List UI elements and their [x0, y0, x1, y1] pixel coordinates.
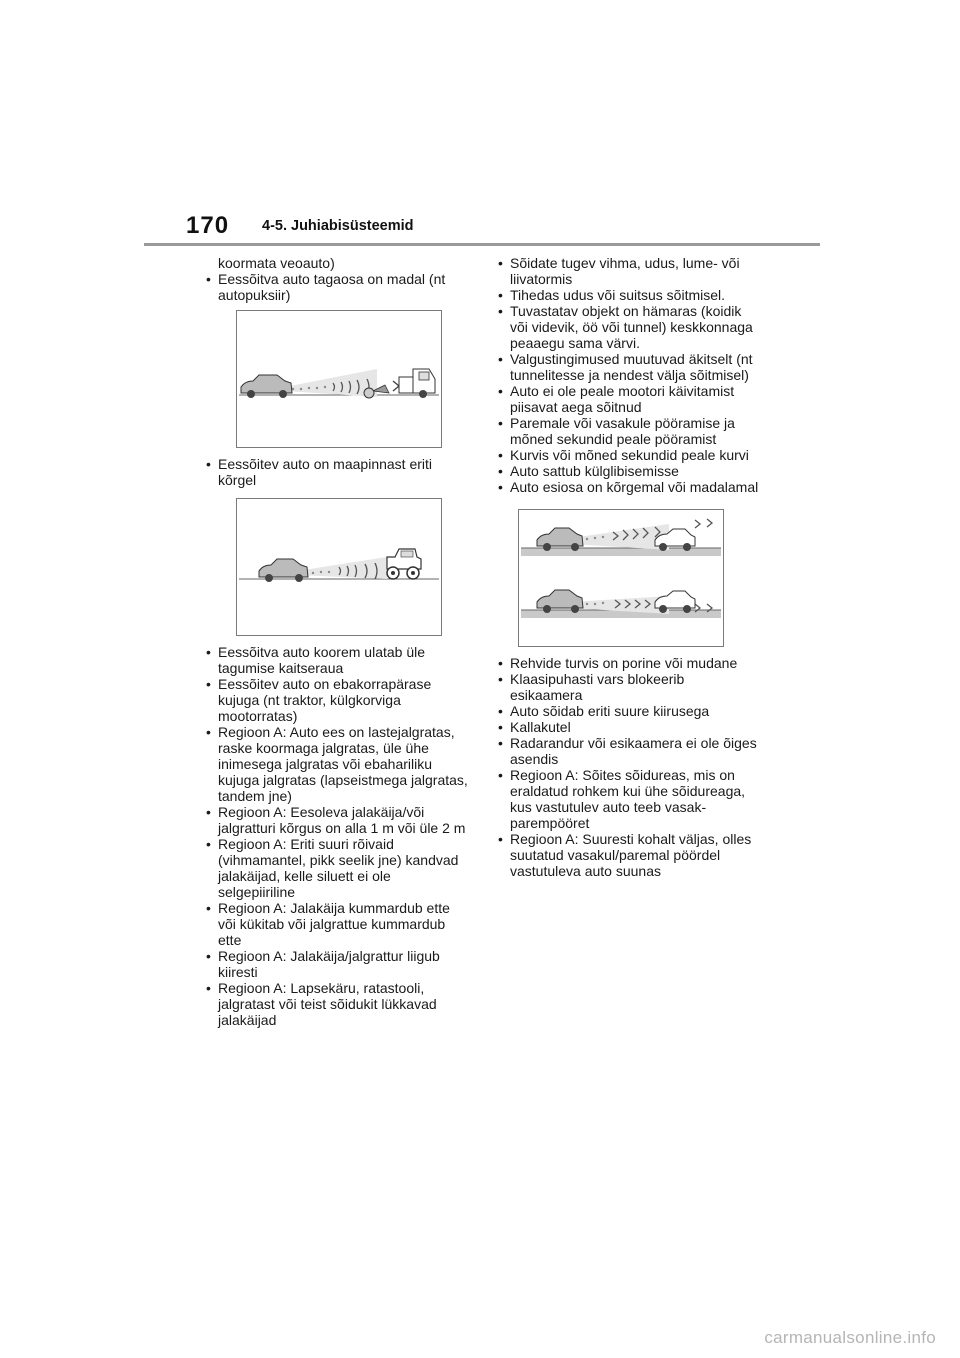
left-column	[202, 255, 470, 1028]
list-item: • Kurvis või mõned sekundid peale kurvi	[494, 447, 759, 463]
header-divider	[144, 243, 820, 246]
list-item: • Regioon A: Lapsekäru, ratastooli, jalgratast või teist sõidukit lükkavad jalakäijad	[202, 980, 470, 1028]
list-item: • Regioon A: Auto ees on lastejalgratas, raske koormaga jalgratas, üle ühe inimesega jalgratas või ebahariliku kujuga jalgratas (lapseistmega jalgratas, tandem jne)	[202, 724, 470, 804]
bullet-list-4	[494, 255, 759, 495]
list-item: • Tuvastatav objekt on hämaras (koidik või videvik, öö või tunnel) keskkonnaga peaaegu sama värvi.	[494, 303, 759, 351]
list-item: • Auto sattub külglibisemisse	[494, 463, 759, 479]
list-item: • Tihedas udus või suitsus sõitmisel.	[494, 287, 759, 303]
list-item: • Regioon A: Sõites sõidureas, mis on eraldatud rohkem kui ühe sõidureaga, kus vastutulev auto teeb vasak-parempööret	[494, 767, 759, 831]
list-item: • Sõidate tugev vihma, udus, lume- või liivatormis	[494, 255, 759, 287]
list-item: • Kallakutel	[494, 719, 759, 735]
slope-figure	[518, 509, 724, 647]
bullet-list-5	[494, 655, 759, 879]
list-item: • Regioon A: Eesoleva jalakäija/või jalgratturi kõrgus on alla 1 m või üle 2 m	[202, 804, 470, 836]
high-vehicle-figure	[236, 498, 442, 636]
list-item: • Rehvide turvis on porine või mudane	[494, 655, 759, 671]
list-item: • Klaasipuhasti vars blokeerib esikaamera	[494, 671, 759, 703]
list-item: • Regioon A: Eriti suuri rõivaid (vihmamantel, pikk seelik jne) kandvad jalakäijad, kelle siluett ei ole selgepiiriline	[202, 836, 470, 900]
high-vehicle-illustration	[237, 499, 441, 635]
continuation-text: koormata veoauto)	[218, 255, 335, 271]
list-item: • Auto ei ole peale mootori käivitamist piisavat aega sõitnud	[494, 383, 759, 415]
list-item: • Eessõitev auto on ebakorrapärase kujuga (nt traktor, külgkorviga mootorratas)	[202, 676, 470, 724]
bullet-list-3	[202, 644, 470, 1028]
watermark: carmanualsonline.info	[764, 1328, 936, 1347]
list-item: • Paremale või vasakule pööramise ja mõned sekundid peale pööramist	[494, 415, 759, 447]
list-item: • Eessõitva auto koorem ulatab üle tagumise kaitseraua	[202, 644, 470, 676]
list-item: • Auto sõidab eriti suure kiirusega	[494, 703, 759, 719]
page-number: 170	[186, 212, 230, 239]
tow-truck-figure	[236, 310, 442, 448]
section-title: 4-5. Juhiabisüsteemid	[262, 218, 414, 234]
list-item: • Radarandur või esikaamera ei ole õiges asendis	[494, 735, 759, 767]
list-item: • Eessõitev auto on maapinnast eriti kõrgel	[202, 456, 470, 488]
list-item: • Eessõitva auto tagaosa on madal (nt autopuksiir)	[202, 271, 470, 303]
list-item: • Valgustingimused muutuvad äkitselt (nt tunnelitesse ja nendest välja sõitmisel)	[494, 351, 759, 383]
right-column	[494, 255, 759, 879]
list-item: • Regioon A: Jalakäija/jalgrattur liigub kiiresti	[202, 948, 470, 980]
bullet-list-1	[202, 271, 470, 303]
tow-truck-illustration	[237, 311, 441, 447]
list-item: • Regioon A: Jalakäija kummardub ette või kükitab või jalgrattue kummardub ette	[202, 900, 470, 948]
list-item: • Regioon A: Suuresti kohalt väljas, olles suutatud vasakul/paremal pöördel vastutuleva auto suunas	[494, 831, 759, 879]
slope-illustration	[519, 510, 723, 646]
list-item: • Auto esiosa on kõrgemal või madalamal	[494, 479, 759, 495]
bullet-list-2	[202, 456, 470, 488]
